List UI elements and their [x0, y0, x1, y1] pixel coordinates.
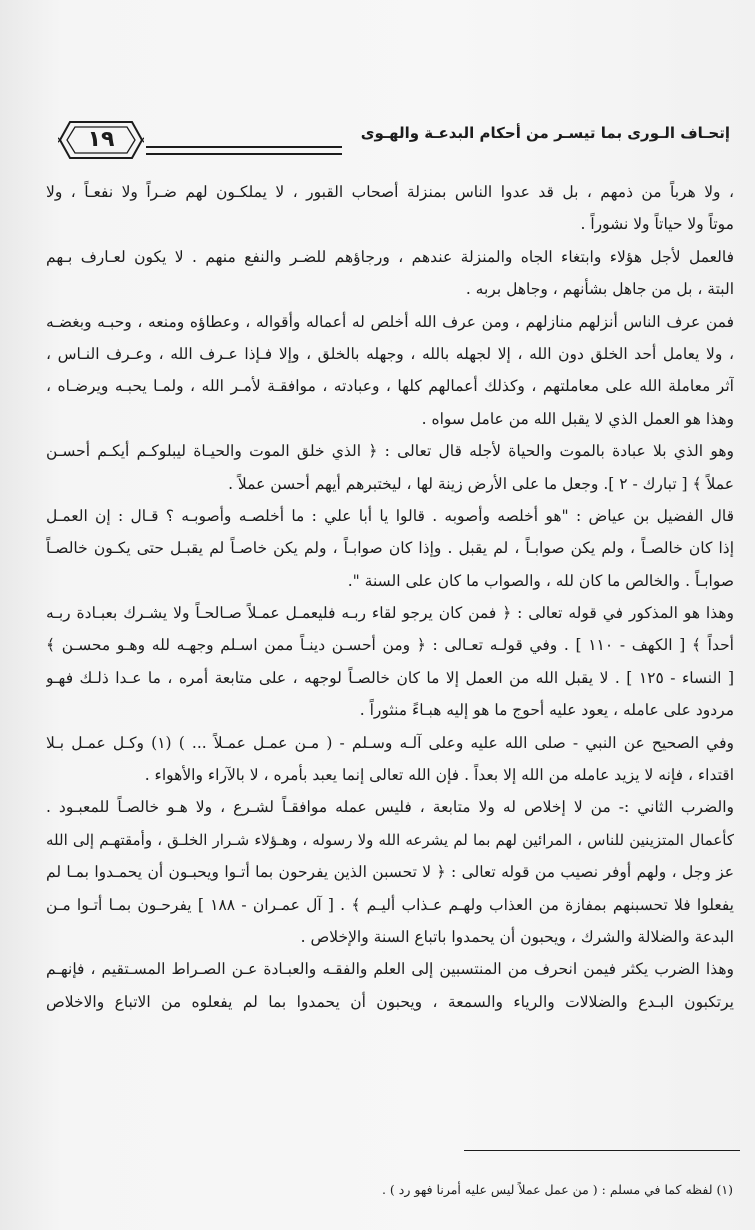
body-line: ، ولا يعامل أحد الخلق دون الله ، إلا لجهله بالله ، وجهله بالخلق ، وإلا فـإذا عـرف الله ، وعـرف النـاس ، [46, 344, 734, 363]
body-line: قال الفضيل بن عياض : "هو أخلصه وأصوبه . قالوا يا أبا علي : ما أخلصـه وأصوبـه ؟ قـال : إن العمـل [46, 506, 734, 525]
body-line: البتة ، بل من جاهل بشأنهم ، وجاهل بربه . [465, 280, 734, 299]
body-line: آثر معاملة الله على معاملتهم ، وكذلك أعمالهم كلها ، وعبادته ، موافقـة لأمـر الله ، ولمـا يحبـه ويرضـاه ، [46, 377, 734, 396]
body-line: عز وجل ، ولهم أوفر نصيب من قوله تعالى : ﴿ لا تحسبن الذين يفرحون بما أتـوا ويحبـون أن يحمـدوا بمـا لم [46, 863, 734, 882]
body-line: يرتكبون البـدع والضلالات والرياء والسمعة ، ويحبون أن يحمدوا بما لم يفعلوه من الاتباع والاخلاص [46, 992, 734, 1011]
header-rule [146, 146, 342, 155]
body-line: موتاً ولا حياتاً ولا نشوراً . [580, 215, 734, 234]
body-text [46, 176, 734, 1018]
body-line: [ النساء - ١٢٥ ] . لا يقبل الله من العمل إلا ما كان خالصـاً لوجهه ، على متابعة أمره ، ما عـدا ذلـك فهـو [46, 668, 734, 687]
footnote-separator [464, 1150, 740, 1151]
body-line: أحداً ﴾ [ الكهف - ١١٠ ] . وفي قولـه تعـالى : ﴿ ومن أحسـن دينـاً ممن اسـلم وجهـه لله وهـو محسـن ﴾ [46, 636, 734, 655]
body-line: وهذا الضرب يكثر فيمن انحرف من المنتسبين إلى العلم والفقـه والعبـادة عـن الصـراط المسـتقيم ، فإنهـم [46, 960, 734, 979]
body-line: عملاً ﴾ [ تبارك - ٢ ]. وجعل ما على الأرض زينة لها ، ليختبرهم أيهم أحسن عملاً . [228, 474, 734, 493]
body-line: صوابـاً . والخالص ما كان لله ، والصواب ما كان على السنة ". [347, 571, 734, 590]
body-line: فمن عرف الناس أنزلهم منازلهم ، ومن عرف الله أخلص له أعماله وأقواله ، وعطاؤه ومنعه ، وحبـه وبغضـه [46, 312, 734, 331]
body-line: اقتداء ، فإنه لا يزيد عامله من الله إلا بعداً . فإن الله تعالى إنما يعبد بأمره ، لا بالآراء والأهواء . [144, 766, 734, 785]
body-line: البدعة والضلالة والشرك ، ويحبون أن يحمدوا باتباع السنة والإخلاص . [300, 927, 734, 946]
page-header [58, 118, 730, 162]
body-line: كأعمال المتزينين للناس ، المرائين لهم بما لم يشرعه الله ولا رسوله ، وهـؤلاء شـرار الخلـق ، وأمقتهـم إلى الله [46, 830, 734, 849]
page-number-badge [58, 118, 144, 162]
body-line: يفعلوا فلا تحسبنهم بمفازة من العذاب ولهـم عـذاب أليـم ﴾ . [ آل عمـران - ١٨٨ ] يفرحـون بمـا أتـوا مـن [46, 895, 734, 914]
body-line: فالعمل لأجل هؤلاء وابتغاء الجاه والمنزلة عندهم ، ورجاؤهم للضـر والنفع منهم . لا يكون لعـارف بـهم [46, 247, 734, 266]
body-line: إذا كان خالصـاً ، ولم يكن صوابـاً ، لم يقبل . وإذا كان صوابـاً ، ولم يكن خاصـاً لم يقبـل حتى يكـون خالصـاً [46, 539, 734, 558]
body-line: ، ولا هرباً من ذمهم ، بل قد عدوا الناس بمنزلة أصحاب القبور ، لا يملكـون لهم ضـراً ولا نفعـاً ، ولا [46, 183, 734, 201]
body-line: مردود على عامله ، يعود عليه أحوج ما هو إليه هبـاءً منثوراً . [359, 701, 734, 720]
body-line: والضرب الثاني :- من لا إخلاص له ولا متابعة ، فليس عمله موافقـاً لشـرع ، ولا هـو خالصـاً للمعبـود . [46, 798, 734, 817]
book-title: إتحـاف الـورى بما تيسـر من أحكام البدعـة والهـوى [360, 124, 730, 142]
page-number: ١٩ [87, 127, 115, 152]
body-line: وهو الذي بلا عبادة بالموت والحياة لأجله قال تعالى : ﴿ الذي خلق الموت والحيـاة ليبلوكـم أيكـم أحسـن [46, 442, 734, 461]
body-line: وهذا هو العمل الذي لا يقبل الله من عامل سواه . [421, 409, 734, 428]
footnote: (١) لفظه كما في مسلم : ( من عمل عملاً ليس عليه أمرنا فهو رد ) . [381, 1182, 733, 1197]
body-line: وفي الصحيح عن النبي - صلى الله عليه وعلى آلـه وسـلم - ( مـن عمـل عمـلاً ... ) (١) وكـل عمـل بـلا [46, 733, 734, 752]
body-line: وهذا هو المذكور في قوله تعالى : ﴿ فمن كان يرجو لقاء ربـه فليعمـل عمـلاً صـالحـاً ولا يشـرك بعبـادة ربـه [46, 604, 734, 623]
